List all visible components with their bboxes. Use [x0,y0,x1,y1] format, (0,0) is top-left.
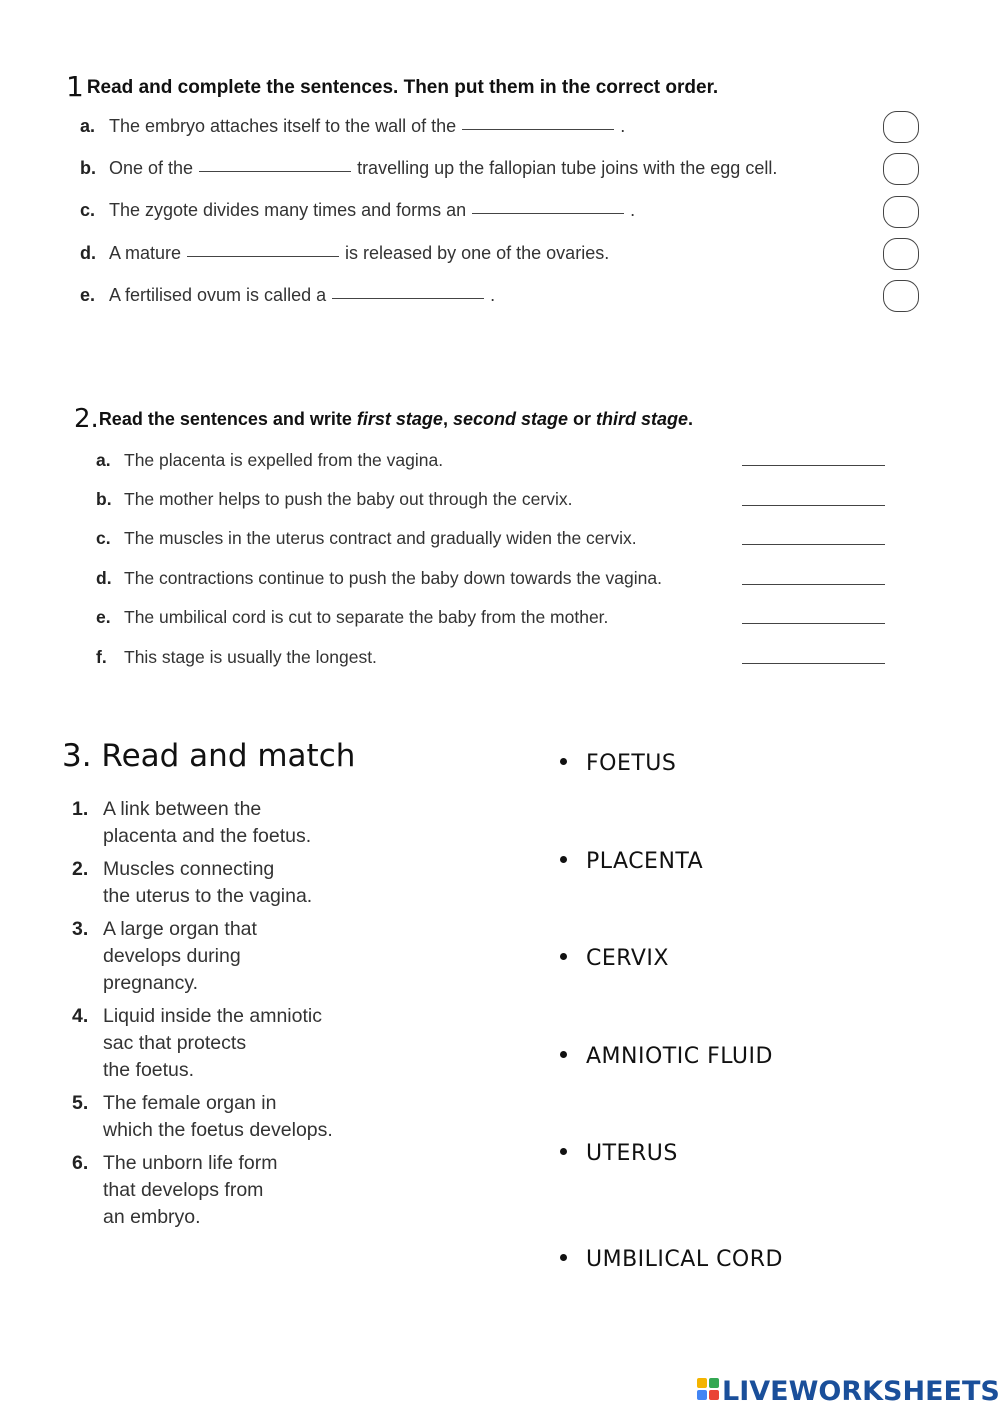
item-letter: e. [96,607,111,627]
option-third-stage: third stage [596,409,689,429]
item-letter: a. [96,450,111,470]
answer-blank[interactable] [199,170,351,172]
stage-answer-b[interactable] [742,505,885,506]
section1-item-c [80,200,635,221]
stage-answer-c[interactable] [742,544,885,545]
section2-item-c [96,528,637,549]
definition-number: 5. [72,1092,89,1114]
item-text-before: The zygote divides many times and forms an [109,200,467,220]
item-text-before: One of the [109,158,194,178]
definition-5 [72,1090,333,1144]
match-option-umbilical-cord[interactable] [560,1247,783,1272]
item-letter: e. [80,285,96,305]
item-text: The umbilical cord is cut to separate the baby from the mother. [124,607,609,627]
section1-item-b [80,158,777,179]
item-text: The muscles in the uterus contract and gradually widen the cervix. [124,528,637,548]
section1-item-a [80,116,625,137]
section2-item-d [96,568,662,589]
section1-title [66,70,718,103]
definition-number: 1. [72,798,89,820]
option-first-stage: first stage [356,409,443,429]
definition-4 [72,1003,322,1084]
item-letter: b. [96,489,112,509]
logo-mark-icon [697,1378,719,1400]
definition-number: 3. [72,918,89,940]
item-letter: a. [80,116,96,136]
match-option-label: AMNIOTIC FLUID [586,1044,773,1069]
match-option-uterus[interactable] [560,1141,678,1166]
stage-answer-a[interactable] [742,465,885,466]
definition-6 [72,1150,278,1231]
match-option-label: FOETUS [586,751,677,776]
definition-text: A link between the placenta and the foetus. [103,798,312,847]
order-box-c[interactable] [883,196,919,228]
match-option-label: UMBILICAL CORD [586,1247,783,1272]
match-option-label: UTERUS [586,1141,678,1166]
item-text-before: A mature [109,243,182,263]
order-box-a[interactable] [883,111,919,143]
item-text: This stage is usually the longest. [124,647,377,667]
logo-text: LIVEWORKSHEETS [722,1376,1000,1407]
item-text: The contractions continue to push the baby down towards the vagina. [124,568,662,588]
section3-title: 3. Read and match [62,738,356,774]
definition-text: The female organ in which the foetus develops. [103,1092,333,1141]
definition-number: 6. [72,1152,89,1174]
stage-answer-d[interactable] [742,584,885,585]
answer-blank[interactable] [332,297,484,299]
definition-text: The unborn life form that develops from an embryo. [103,1152,278,1228]
item-letter: d. [96,568,112,588]
item-text: The mother helps to push the baby out through the cervix. [124,489,573,509]
definition-2 [72,856,312,910]
definition-text: Muscles connecting the uterus to the vagina. [103,858,313,907]
bullet-icon [560,1051,567,1058]
match-option-foetus[interactable] [560,751,676,776]
bullet-icon [560,856,567,863]
section2-item-e [96,607,608,628]
section1-instruction: Read and complete the sentences. Then put them in the correct order. [86,77,719,98]
item-text-before: A fertilised ovum is called a [109,285,327,305]
section2-instruction: Read the sentences and write [98,409,357,429]
match-option-label: PLACENTA [586,849,704,874]
item-letter: f. [96,647,107,667]
section2-item-f [96,647,377,668]
definition-text: Liquid inside the amniotic sac that protects the foetus. [103,1005,322,1081]
order-box-e[interactable] [883,280,919,312]
answer-blank[interactable] [462,128,614,130]
section1-number: 1 [66,70,84,103]
bullet-icon [560,1254,567,1261]
item-text-after: . [620,116,626,136]
section1-item-e [80,285,495,306]
item-text-after: is released by one of the ovaries. [345,243,610,263]
match-option-label: CERVIX [586,946,669,971]
bullet-icon [560,758,567,765]
section2-item-b [96,489,572,510]
definition-3 [72,916,257,997]
answer-blank[interactable] [187,255,339,257]
section2-title [74,404,693,434]
order-box-d[interactable] [883,238,919,270]
order-box-b[interactable] [883,153,919,185]
separator: or [568,409,597,429]
item-letter: c. [80,200,96,220]
item-letter: d. [80,243,96,263]
liveworksheets-logo [697,1378,1000,1410]
stage-answer-e[interactable] [742,623,885,624]
item-letter: b. [80,158,96,178]
item-letter: c. [96,528,111,548]
item-text-after: . [630,200,636,220]
match-option-placenta[interactable] [560,849,703,874]
item-text: The placenta is expelled from the vagina. [124,450,444,470]
answer-blank[interactable] [472,212,624,214]
section2-number: 2. [74,404,99,434]
match-option-cervix[interactable] [560,946,669,971]
definition-text: A large organ that develops during pregnancy. [103,918,257,994]
bullet-icon [560,1148,567,1155]
definition-number: 2. [72,858,89,880]
option-second-stage: second stage [452,409,568,429]
section2-item-a [96,450,443,471]
definition-1 [72,796,311,850]
period: . [688,409,694,429]
stage-answer-f[interactable] [742,663,885,664]
item-text-before: The embryo attaches itself to the wall of the [109,116,457,136]
separator: , [442,409,453,429]
definition-number: 4. [72,1005,89,1027]
item-text-after: . [490,285,496,305]
bullet-icon [560,953,567,960]
item-text-after: travelling up the fallopian tube joins with the egg cell. [357,158,778,178]
section1-item-d [80,243,609,264]
match-option-amniotic-fluid[interactable] [560,1044,773,1069]
